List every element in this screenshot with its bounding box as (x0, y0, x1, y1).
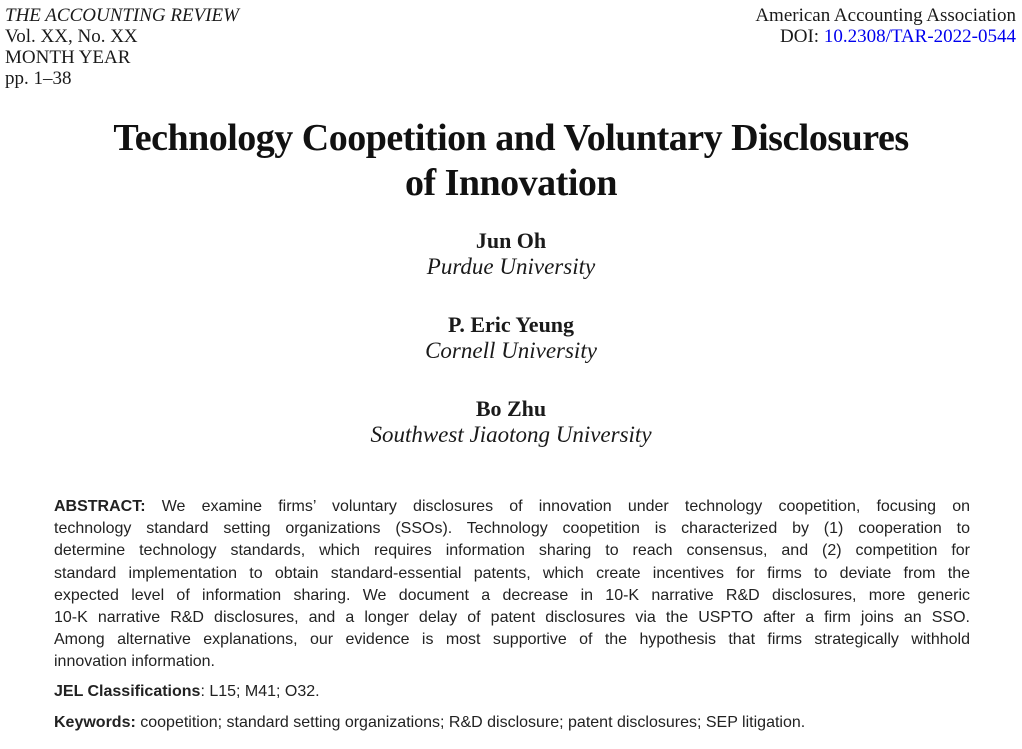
journal-info-block (5, 5, 239, 89)
doi-link[interactable]: 10.2308/TAR-2022-0544 (823, 26, 1016, 47)
abstract-text: We examine firms’ voluntary disclosures of innovation under technology coopetition, focusing on (145, 498, 970, 515)
abstract-line: Among alternative explanations, our evidence is most supportive of the hypothesis that firms strategically withhold (54, 631, 970, 649)
journal-volume: Vol. XX, No. XX (5, 26, 138, 47)
author-affiliation: Purdue University (426, 254, 596, 279)
paper-title-line-1: Technology Coopetition and Voluntary Disclosures (113, 117, 909, 159)
doi-label: DOI: (780, 26, 824, 47)
author-affiliation: Cornell University (425, 338, 597, 363)
keywords-line (54, 712, 970, 734)
author-name: Bo Zhu (475, 396, 547, 421)
jel-value: : L15; M41; O32. (200, 682, 320, 700)
author-block (0, 228, 1022, 280)
abstract-line: innovation information. (54, 653, 215, 671)
association-block (755, 5, 1016, 47)
authors-section (0, 228, 1022, 448)
paper-title-line-2: of Innovation (404, 162, 618, 204)
association-name: American Accounting Association (755, 5, 1016, 26)
abstract-line: determine technology standards, which requires information sharing to reach consensus, and (2) competition for (54, 542, 970, 560)
abstract-label: ABSTRACT: (54, 498, 146, 515)
author-affiliation: Southwest Jiaotong University (370, 422, 652, 447)
keywords-value: coopetition; standard setting organizations; R&D disclosure; patent disclosures; SEP litigation. (135, 713, 806, 731)
page-header (0, 0, 1022, 89)
author-block (0, 312, 1022, 364)
journal-pages: pp. 1–38 (5, 68, 72, 89)
paper-title (30, 116, 992, 206)
abstract-line (54, 496, 970, 518)
author-name: P. Eric Yeung (447, 312, 575, 337)
doi-line (755, 26, 1016, 47)
abstract-line: technology standard setting organizations (SSOs). Technology coopetition is characterized by (1) cooperation to (54, 520, 970, 538)
abstract-line: standard implementation to obtain standard-essential patents, which create incentives for firms to deviate from the (54, 564, 970, 582)
journal-name: THE ACCOUNTING REVIEW (5, 5, 239, 26)
abstract-line: 10-K narrative R&D disclosures, and a longer delay of patent disclosures via the USPTO after a firm joins an SSO. (54, 609, 970, 627)
jel-classifications-line (54, 681, 970, 703)
jel-label: JEL Classifications (54, 682, 201, 700)
abstract-line: expected level of information sharing. We document a decrease in 10-K narrative R&D disclosures, more generic (54, 586, 970, 604)
author-block (0, 396, 1022, 448)
keywords-label: Keywords: (54, 713, 136, 731)
author-name: Jun Oh (475, 228, 547, 253)
abstract-section (54, 496, 970, 674)
journal-date: MONTH YEAR (5, 47, 131, 68)
